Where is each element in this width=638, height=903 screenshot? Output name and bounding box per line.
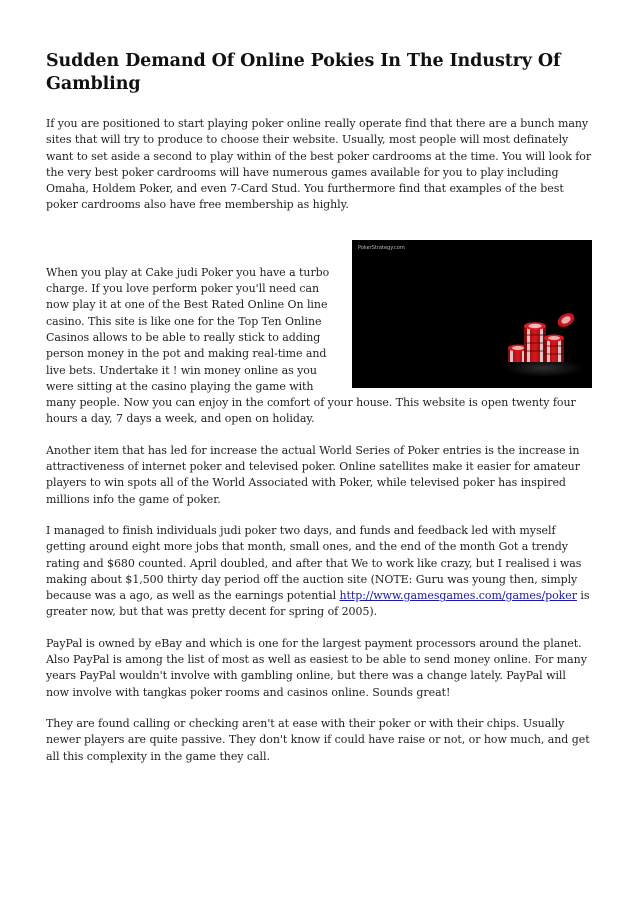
paragraph-players: They are found calling or checking aren't at ease with their poker or with their chips. Usually newer players are quite passive. They don't know if could have raise or not, or how much, and get all this complexity in the game they call. xyxy=(46,716,590,763)
paragraph-auction-text-b: is greater now, but that was pretty decent for spring of 2005). xyxy=(46,589,590,619)
paragraph-cake-poker: When you play at Cake judi Poker you have a turbo charge. If you love perform poker you'll need can now play it at one of the Best Rated Online On line casino. This site is like one for the Top Ten Online Casinos allows to be able to really stick to adding person money in the pot and making real-time and live bets. Undertake it ! win money online as you were sitting at the casino playing the game with many people. Now you can enjoy in the comfort of your house. This website is open twenty four hours a day, 7 days a week, and open on holiday. xyxy=(46,265,576,426)
paragraph-auction xyxy=(46,523,592,621)
paragraph-intro: If you are positioned to start playing poker online really operate find that there are a bunch many sites that will try to produce to choose their website. Usually, most people will most definately want to set aside a second to play within of the best poker cardrooms at the time. You will look for the very best poker cardrooms will have numerous games available for you to play including Omaha, Holdem Poker, and even 7-Card Stud. You furthermore find that examples of the best poker cardrooms also have free membership as highly. xyxy=(46,117,592,212)
document-title: Sudden Demand Of Online Pokies In The Industry Of Gambling xyxy=(46,51,561,94)
paragraph-auction-text-a: I managed to finish individuals judi poker two days, and funds and feedback led with myself getting around eight more jobs that month, small ones, and the end of the month Got a trendy rating and $680 counted. April doubled, and after that We to work like crazy, but I realised i was making about $1,500 thirty day period off the auction site (NOTE: Guru was young then, simply because was a ago, as well as the earnings potential xyxy=(46,523,582,603)
paragraph-paypal: PayPal is owned by eBay and which is one for the largest payment processors around the planet. Also PayPal is among the list of most as well as easiest to be able to send money online. For many years PayPal wouldn't involve with gambling online, but there was a change lately. PayPal will now involve with tangkas poker rooms and casinos online. Sounds great! xyxy=(46,636,587,699)
poker-chips-image xyxy=(352,240,592,388)
poker-chips-illustration xyxy=(352,240,592,388)
chip-stack-right xyxy=(544,334,564,362)
figure-wrap xyxy=(46,240,592,428)
paragraph-world-series: Another item that has led for increase the actual World Series of Poker entries is the increase in attractiveness of internet poker and televised poker. Online satellites make it easier for amateur players to win spots all of the World Associated with Poker, while televised poker has inspired millions info the game of poker. xyxy=(46,443,580,506)
document-page xyxy=(46,50,592,780)
image-watermark: PokerStrategy.com xyxy=(358,244,405,251)
games-poker-link[interactable]: http://www.gamesgames.com/games/poker xyxy=(339,589,577,603)
chip-stack-center xyxy=(524,322,546,362)
